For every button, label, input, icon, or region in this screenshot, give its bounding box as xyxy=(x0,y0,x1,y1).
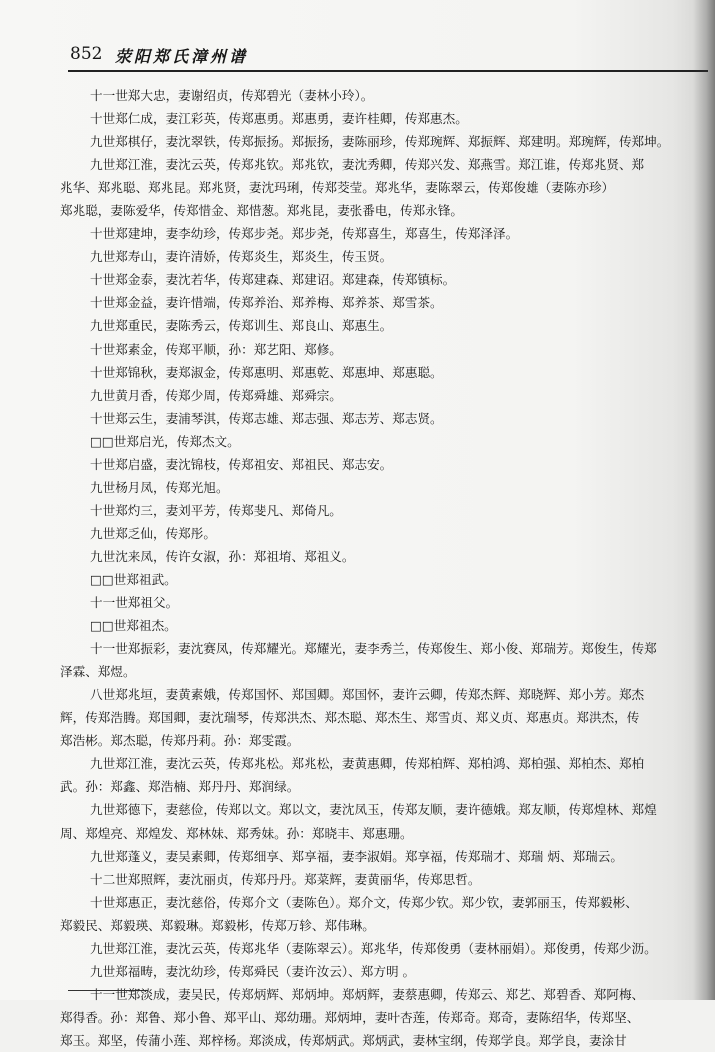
text-line: 九世郑乏仙，传郑彤。 xyxy=(90,525,216,541)
text-line: □□世郑祖武。 xyxy=(90,571,177,587)
text-line: 郑得香。孙：郑鲁、郑小鲁、郑平山、郑幼珊。郑炳坤，妻叶杏莲，传郑奇。郑奇，妻陈绍华，传郑坚、 xyxy=(60,1009,640,1025)
book-title: 荥阳郑氏漳州谱 xyxy=(115,47,249,66)
text-line: □□世郑祖杰。 xyxy=(90,618,177,634)
footer-rule xyxy=(68,990,148,991)
text-line: 十世郑素金，传郑平顺，孙：郑艺阳、郑修。 xyxy=(90,341,342,357)
text-line: 郑浩彬。郑杰聪，传郑丹莉。孙：郑雯霞。 xyxy=(60,733,300,749)
page-number: 852 xyxy=(70,44,103,64)
header-rule xyxy=(68,70,708,72)
text-line: 兆华、郑兆聪、郑兆昆。郑兆贤，妻沈玛琍，传郑茭莹。郑兆华，妻陈翠云，传郑俊雄（妻陈亦珍） xyxy=(60,180,615,196)
text-line: 十世郑锦秋，妻郑淑金，传郑惠明、郑惠乾、郑惠坤、郑惠聪。 xyxy=(90,364,443,380)
text-line: 十世郑金泰，妻沈若华，传郑建森、郑建诏。郑建森，传郑镇标。 xyxy=(90,272,456,288)
text-line: □□世郑启光，传郑杰文。 xyxy=(90,433,240,449)
text-line: 武。孙：郑鑫、郑浩楠、郑丹丹、郑润绿。 xyxy=(60,779,300,795)
text-line: 九世郑德下，妻慈俭，传郑以文。郑以文，妻沈凤玉，传郑友顺，妻许德娥。郑友顺，传郑煌林、郑煌 xyxy=(90,802,657,818)
text-line: 九世郑江淮，妻沈云英，传郑兆钦。郑兆钦，妻沈秀卿，传郑兴发、郑燕雪。郑江谁，传郑兆贤、郑 xyxy=(90,157,645,173)
text-line: 十一世郑振彩，妻沈赛凤，传郑耀光。郑耀光，妻李秀兰，传郑俊生、郑小俊、郑瑞芳。郑俊生，传郑 xyxy=(90,641,657,657)
text-line: 十世郑灼三，妻刘平芳，传郑斐凡、郑倚凡。 xyxy=(90,502,342,518)
text-line: 十世郑仁成，妻江彩英，传郑惠勇。郑惠勇，妻许桂卿，传郑惠杰。 xyxy=(90,111,468,127)
text-line: 九世郑江淮，妻沈云英，传郑兆松。郑兆松，妻黄惠卿，传郑柏辉、郑柏鸿、郑柏强、郑柏杰、郑柏 xyxy=(90,756,645,772)
page-edge-shadow xyxy=(693,0,715,1000)
text-line: 九世郑蓬义，妻吴素卿，传郑细享、郑享福，妻李淑娟。郑享福，传郑瑞才、郑瑞 炳、郑瑞云。 xyxy=(90,848,623,864)
text-line: 八世郑兆垣，妻黄素娥，传郑国怀、郑国卿。郑国怀，妻许云卿，传郑杰辉、郑晓辉、郑小芳。郑杰 xyxy=(90,687,645,703)
text-line: 九世杨月凤，传郑光旭。 xyxy=(90,479,229,495)
text-line: 十世郑建坤，妻李幼珍，传郑步尧。郑步尧，传郑喜生，郑喜生，传郑泽泽。 xyxy=(90,226,519,242)
text-line: 周、郑煌亮、郑煌发、郑林妹、郑秀妹。孙：郑晓丰、郑惠珊。 xyxy=(60,825,413,841)
text-line: 郑兆聪，妻陈爱华，传郑惜金、郑惜葱。郑兆昆，妻张番电，传郑永锋。 xyxy=(60,203,463,219)
text-line: 郑玉。郑坚，传蒲小莲、郑梓杨。郑淡成，传郑炳武。郑炳武，妻林宝纲，传郑学良。郑学良，妻涂甘 xyxy=(60,1032,627,1048)
text-line: 十世郑启盛，妻沈锦枝，传郑祖安、郑祖民、郑志安。 xyxy=(90,456,393,472)
text-line: 九世郑江淮，妻沈云英，传郑兆华（妻陈翠云）。郑兆华，传郑俊勇（妻林丽娟）。郑俊勇，传郑少沥。 xyxy=(90,940,657,956)
text-line: 十一世郑大忠，妻谢绍贞，传郑碧光（妻林小玲）。 xyxy=(90,88,374,103)
text-line: 九世郑福畴，妻沈幼珍，传郑舜民（妻许汝云）、郑方明 。 xyxy=(90,963,416,979)
text-line: 十一世郑淡成，妻吴民，传郑炳辉、郑炳坤。郑炳辉，妻蔡惠卿，传郑云、郑艺、郑碧香、郑阿梅、 xyxy=(90,986,645,1002)
text-line: 九世黄月香，传郑少周，传郑舜雄、郑舜宗。 xyxy=(90,387,342,403)
text-line: 十二世郑照辉，妻沈丽贞，传郑丹丹。郑菜辉，妻黄丽华，传郑思哲。 xyxy=(90,871,481,887)
text-line: 九世郑重民，妻陈秀云，传郑训生、郑良山、郑惠生。 xyxy=(90,318,393,334)
text-line: 泽霖、郑煜。 xyxy=(60,664,136,680)
text-line: 十世郑云生，妻浦琴淇，传郑志雄、郑志强、郑志芳、郑志贤。 xyxy=(90,410,443,426)
text-line: 十一世郑祖父。 xyxy=(90,595,179,611)
text-line: 九世沈来凤，传许女淑，孙：郑祖堉、郑祖义。 xyxy=(90,548,355,564)
text-line: 十世郑金益，妻许惜端，传郑养治、郑养梅、郑养茶、郑雪茶。 xyxy=(90,295,443,311)
page-header xyxy=(70,44,700,70)
text-line: 辉，传郑浩腾。郑国卿，妻沈瑞琴，传郑洪杰、郑杰聪、郑杰生、郑雪贞、郑义贞、郑惠贞。郑洪杰，传 xyxy=(60,710,640,726)
text-line: 九世郑寿山，妻许清娇，传郑炎生，郑炎生，传玉贤。 xyxy=(90,249,393,265)
genealogy-text xyxy=(60,84,708,1052)
text-line: 郑毅民、郑毅瑛、郑毅琳。郑毅彬，传郑万轸、郑伟琳。 xyxy=(60,917,375,933)
text-line: 九世郑棋仔，妻沈翠铁，传郑振扬。郑振扬，妻陈丽珍，传郑琬辉、郑振辉、郑建明。郑琬辉，传郑坤。 xyxy=(90,134,670,150)
text-line: 十世郑惠正，妻沈慈俗，传郑介文（妻陈色）。郑介文，传郑少钦。郑少钦，妻郭丽玉，传郑毅彬、 xyxy=(90,894,638,910)
